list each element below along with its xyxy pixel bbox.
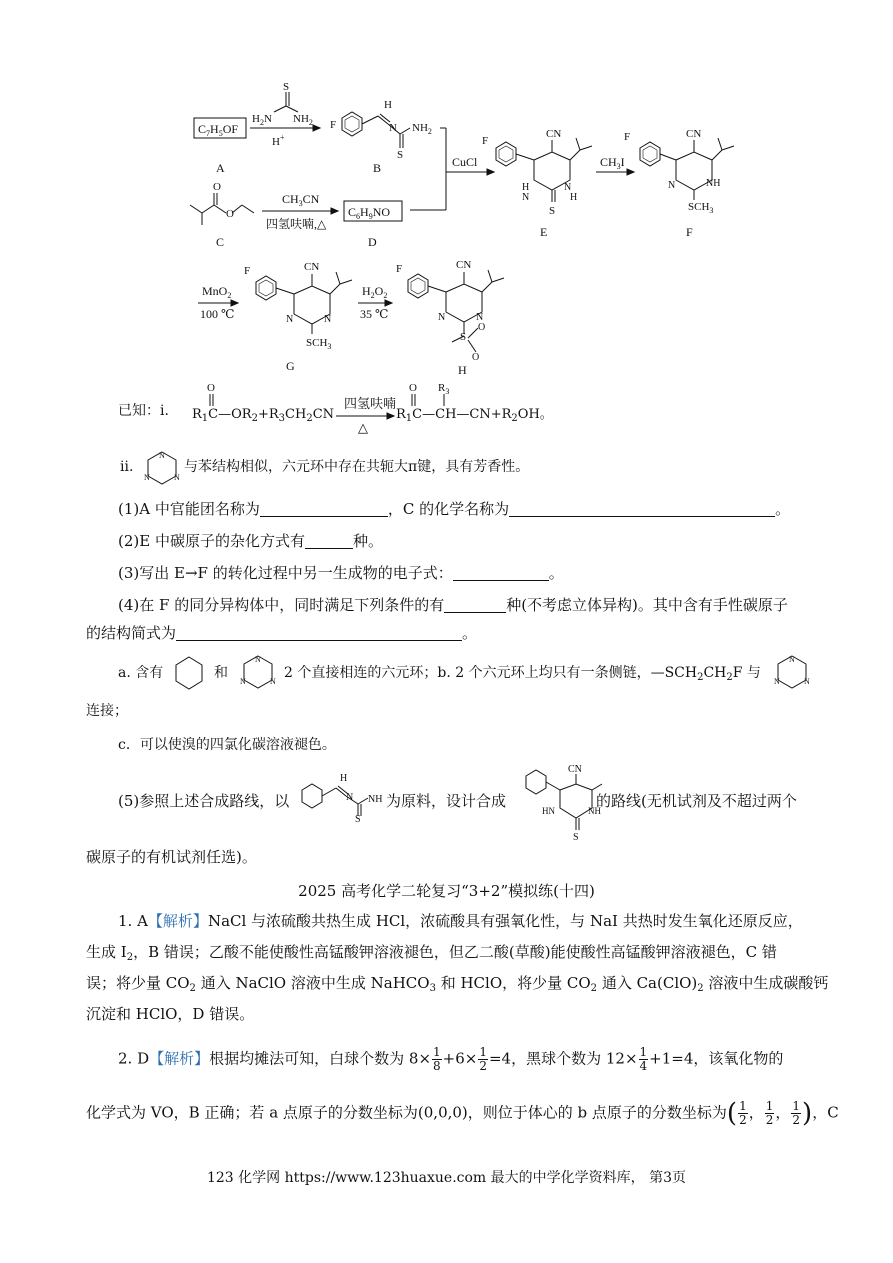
svg-text:N: N <box>255 655 261 664</box>
svg-text:F: F <box>482 135 489 147</box>
svg-text:N: N <box>346 792 354 803</box>
svg-text:CN: CN <box>304 261 320 273</box>
answer-blank-4a[interactable] <box>444 596 506 613</box>
svg-text:F: F <box>624 131 631 143</box>
svg-text:H2N: $H_2N$ <box>252 113 272 127</box>
known-ii-text: 与苯结构相似，六元环中存在共轭大π键，具有芳香性。 <box>184 459 530 475</box>
svg-text:N: N <box>522 192 530 203</box>
svg-text:HN: HN <box>542 806 555 816</box>
svg-text:S: S <box>355 814 361 822</box>
svg-text:NH: NH <box>368 794 383 805</box>
known-i-prefix: 已知：ⅰ. <box>118 403 169 419</box>
condition-a-1: a. 含有 <box>118 665 164 681</box>
answer-1-line-4: 沉淀和 HClO，D 错误。 <box>86 1005 255 1023</box>
svg-text:F: F <box>330 119 337 131</box>
svg-text:N: N <box>774 677 780 686</box>
answer-blank-4b[interactable] <box>176 624 462 641</box>
svg-text:N: N <box>324 314 332 325</box>
reagent-acid: H+ <box>272 133 285 148</box>
svg-text:N: N <box>144 473 150 482</box>
condition-a-2: 和 <box>214 665 228 681</box>
svg-text:N: N <box>270 677 276 686</box>
answer-1-line-3: 误；将少量 $CO_2$ 通入 NaClO 溶液中生成 NaHCO$_3$ 和 HClO，将少量 $CO_2$ 通入 $Ca(ClO)_2$ 溶液中生成碳酸钙 <box>86 974 829 994</box>
reagent-thf-heat: 四氢呋喃,△ <box>266 217 327 231</box>
question-5-a: (5)参照上述合成路线，以 <box>118 792 290 810</box>
compound-d-formula: $C_6H_9NO$ <box>348 205 391 221</box>
known-i-left: $R_1C—OR_2+R_3CH_2CN$ <box>192 407 335 424</box>
question-5-c: 的路线(无机试剂及不超过两个 <box>596 792 797 810</box>
question-1: (1)A 中官能团名称为 ，C 的化学名称为 。 <box>118 500 791 518</box>
known-i-condition-bottom: △ <box>358 421 368 436</box>
svg-text:N: N <box>240 677 246 686</box>
answer-section-title: 2025 高考化学二轮复习“3+2”模拟练(十四) <box>298 882 595 900</box>
svg-text:N: N <box>174 473 180 482</box>
condition-c: c．可以使溴的四氯化碳溶液褪色。 <box>118 737 336 753</box>
page-footer: 123 化学网 https://www.123huaxue.com 最大的中学化学资料库， 第3页 <box>206 1170 687 1186</box>
compound-b-label: B <box>373 161 382 175</box>
reagent-ch3i: $CH_3I$ <box>600 155 625 171</box>
known-ii-prefix: ⅱ. <box>120 459 134 475</box>
svg-text:N: N <box>789 655 795 664</box>
synthesis-scheme <box>0 0 893 380</box>
question-4-cont: 的结构简式为 。 <box>86 624 478 642</box>
svg-text:S: S <box>549 205 556 217</box>
answer-2-line-1: 2. D【解析】根据均摊法可知，白球个数为 8× $\frac{1}{8}$ +6× $\frac{1}{2}$ =4，黑球个数为 12× $\frac{1}{4}$ +1=4，该氧化物的 <box>118 1045 784 1073</box>
svg-text:O: O <box>226 208 234 220</box>
known-i-condition-top: 四氢呋喃 <box>344 397 397 412</box>
svg-text:H: H <box>340 773 348 784</box>
triazine-icon <box>238 652 278 692</box>
svg-text:CN: CN <box>546 128 562 140</box>
svg-text:NH2: $NH_2$ <box>293 113 313 127</box>
compound-a-label: A <box>216 161 225 175</box>
svg-text:CN: CN <box>686 128 702 140</box>
condition-a-4: 连接； <box>86 703 128 719</box>
answer-blank-1b[interactable] <box>509 500 775 517</box>
answer-blank-2[interactable] <box>305 532 353 549</box>
target-product-structure <box>516 762 606 842</box>
question-4: (4)在 F 的同分异构体中，同时满足下列条件的有 种(不考虑立体异构)。其中含有手性碳原子 <box>118 596 788 614</box>
svg-text:O: O <box>207 382 215 394</box>
svg-text:CN: CN <box>456 259 472 271</box>
triazine-icon <box>772 652 812 692</box>
benzene-icon <box>172 654 206 692</box>
known-i-right: $R_1C—CH—CN+R_2OH$。 <box>396 407 553 424</box>
svg-text:O: O <box>213 181 221 193</box>
svg-text:O: O <box>478 322 486 333</box>
compound-c-label: C <box>216 235 225 249</box>
svg-text:O: O <box>409 382 417 394</box>
question-5-b: 为原料，设计合成 <box>386 792 507 810</box>
compound-a-formula: $C_7H_5OF$ <box>198 122 239 138</box>
svg-text:NH2: $NH_2$ <box>412 122 432 136</box>
condition-a-3: 2 个直接相连的六元环；b. 2 个六元环上均只有一条侧链，$—SCH_2CH_2F$ 与 <box>284 665 761 683</box>
compound-g-label: G <box>286 359 295 373</box>
svg-text:N: N <box>476 312 484 323</box>
answer-blank-3[interactable] <box>453 564 549 581</box>
condition-35c: 35 ℃ <box>360 307 389 321</box>
svg-text:R3: $R_3$ <box>438 382 450 396</box>
svg-text:N: N <box>668 180 676 191</box>
triazine-icon <box>142 448 182 488</box>
svg-text:S: S <box>460 331 467 343</box>
svg-text:N: N <box>389 122 397 134</box>
svg-text:SCH3: $SCH_3$ <box>688 201 714 215</box>
svg-text:S: S <box>573 832 579 842</box>
question-2: (2)E 中碳原子的杂化方式有 种。 <box>118 532 383 550</box>
svg-text:N: N <box>438 312 446 323</box>
svg-text:N: N <box>286 314 294 325</box>
reagent-cucl: CuCl <box>452 155 478 169</box>
svg-text:F: F <box>396 263 403 275</box>
reagent-ch3cn: $CH_3CN$ <box>282 192 320 208</box>
compound-e-label: E <box>540 225 548 239</box>
question-5-d: 碳原子的有机试剂任选)。 <box>86 848 257 866</box>
compound-d-label: D <box>368 235 377 249</box>
svg-text:S: S <box>283 81 290 93</box>
answer-1-line-2: 生成 $I_2$，B 错误；乙酸不能使酸性高锰酸钾溶液褪色，但乙二酸(草酸)能使酸性高锰酸钾溶液褪色，C 错 <box>86 943 777 963</box>
svg-text:O: O <box>472 352 480 363</box>
svg-text:H: H <box>570 192 578 203</box>
reagent-h2o2: $H_2O_2$ <box>362 284 388 300</box>
condition-100c: 100 ℃ <box>200 307 235 321</box>
svg-text:CN: CN <box>568 764 582 775</box>
answer-blank-1a[interactable] <box>260 500 388 517</box>
compound-h-label: H <box>458 363 467 377</box>
svg-text:N: N <box>804 677 810 686</box>
svg-text:S: S <box>397 149 404 161</box>
reagent-mno2: MnO$_2$ <box>202 284 232 300</box>
svg-text:NH: NH <box>588 806 601 816</box>
answer-2-line-2: 化学式为 VO，B 正确；若 a 点原子的分数坐标为(0,0,0)，则位于体心的 b 点原子的分数坐标为( $\frac{1}{2}$ ， $\frac{1}{2}$ ， $\frac{1}{2}$ )，C <box>86 1098 839 1129</box>
svg-text:F: F <box>244 265 251 277</box>
svg-text:NH: NH <box>706 178 721 189</box>
svg-text:N: N <box>159 451 165 460</box>
answer-1-line-1: 1. A【解析】NaCl 与浓硫酸共热生成 HCl，浓硫酸具有强氧化性，与 NaI 共热时发生氧化还原反应， <box>118 912 803 930</box>
compound-f-label: F <box>686 225 693 239</box>
svg-text:H: H <box>522 182 530 193</box>
svg-text:SCH3: $SCH_3$ <box>306 337 332 351</box>
svg-text:N: N <box>564 182 572 193</box>
question-3: (3)写出 E→F 的转化过程中另一生成物的电子式： 。 <box>118 564 564 582</box>
svg-text:H: H <box>384 99 392 111</box>
